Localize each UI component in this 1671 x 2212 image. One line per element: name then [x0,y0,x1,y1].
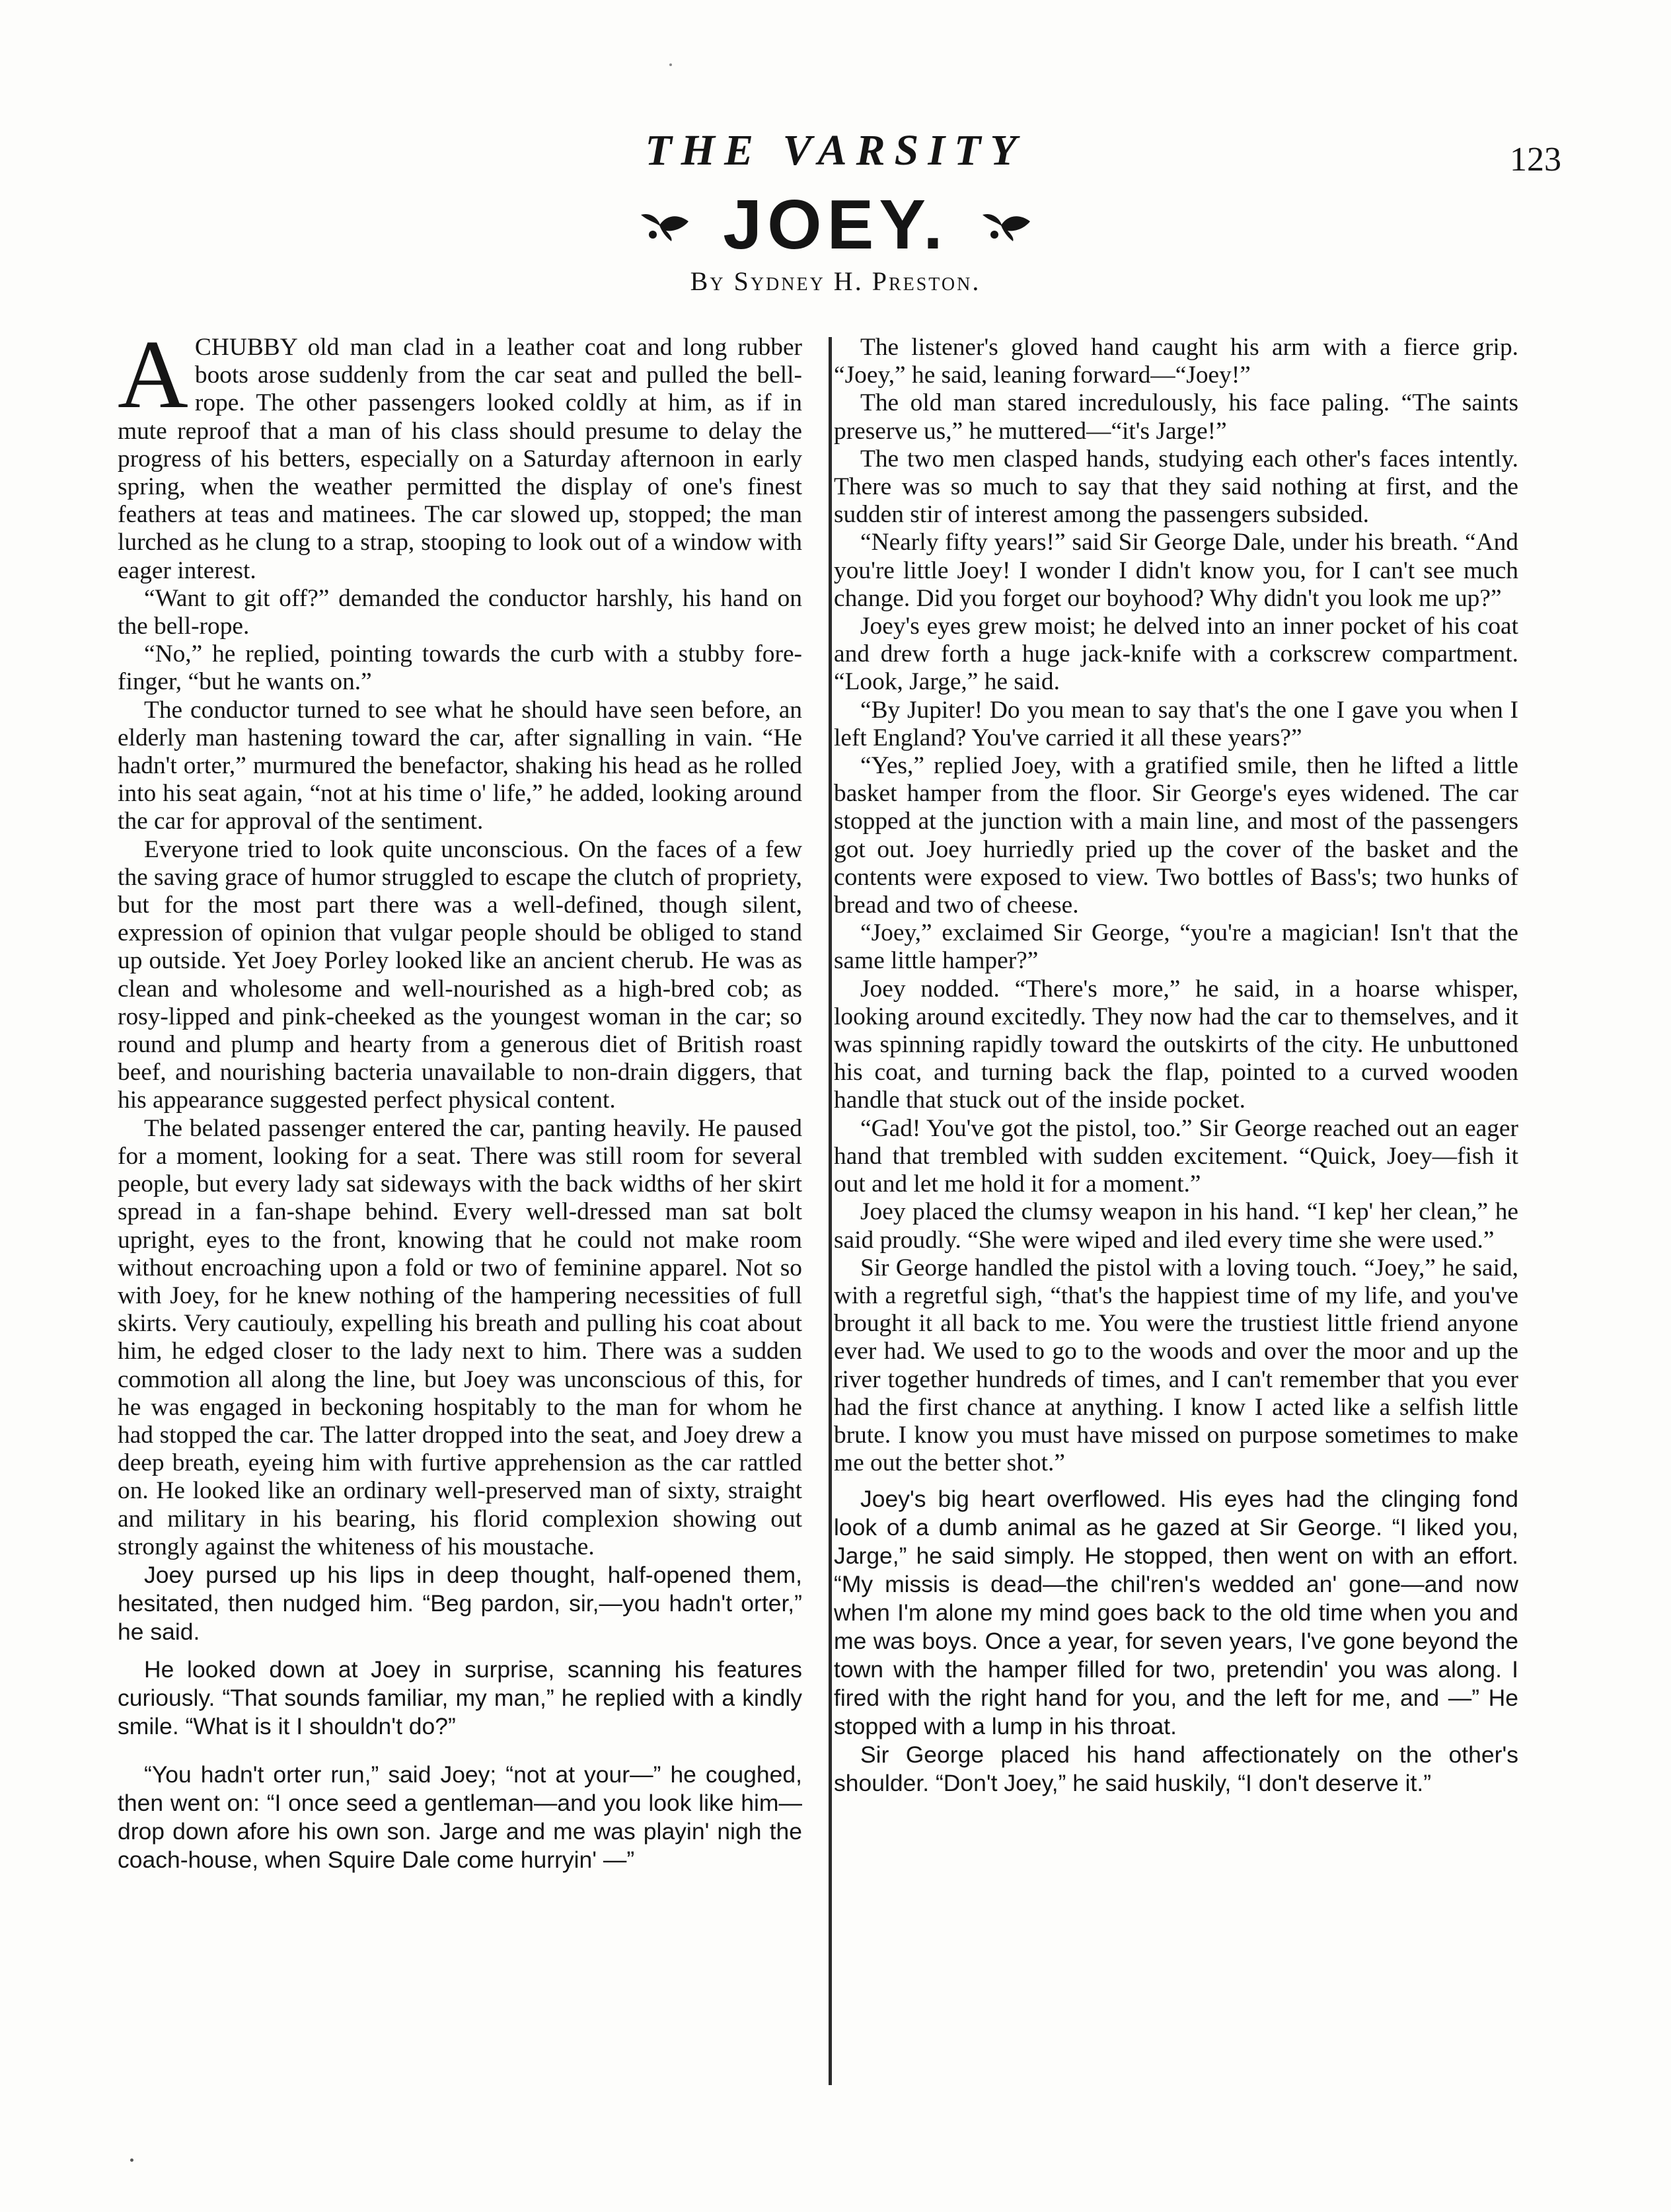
paragraph: Everyone tried to look quite unconscious. On the faces of a few the saving grace of humor struggled to escape the clutch of propriety, but for the most part there was a well-defined, though silent, expression of opinion that vulgar people should be obliged to stand up outside. Yet Joey Porley looked like an ancient cherub. He was as clean and wholesome and well-nourished as a high-bred cob; as rosy-lipped and pink-cheeked as the youngest woman in the car; so round and plump and hearty from a generous diet of British roast beef, and nourishing bacteria unavailable to non-drain diggers, that his appearance suggested perfect physical content. [118,835,802,1114]
paragraph: “Gad! You've got the pistol, too.” Sir George reached out an eager hand that trembled with sudden excitement. “Quick, Joey—fish it out and let me hold it for a moment.” [834,1114,1518,1198]
paragraph: The conductor turned to see what he should have seen before, an elderly man hastening toward the car, after signalling in vain. “He hadn't orter,” murmured the benefactor, shaking his head as he rolled into his seat again, “not at his time o' life,” he added, looking around the car for approval of the sentiment. [118,696,802,835]
paragraph: Sir George handled the pistol with a loving touch. “Joey,” he said, with a regretful sigh, “that's the happiest time of my life, and you've brought it all back to me. You were the trustiest little friend anyone ever had. We used to go to the woods and over the moor and up the river together hundreds of times, and I can't remember that you ever had the first chance at anything. I know I acted like a selfish little brute. I know you must have missed on purpose sometimes to make me out the better shot.” [834,1254,1518,1477]
column-divider [829,337,832,2085]
paragraph: Joey's eyes grew moist; he delved into an inner pocket of his coat and drew forth a huge jack-knife with a corkscrew compartment. “Look, Jarge,” he said. [834,613,1518,696]
left-column [118,334,802,2105]
paragraph: Joey's big heart overflowed. His eyes had the clinging fond look of a dumb animal as he gazed at Sir George. “I liked you, Jarge,” he said simply. He stopped, then went on with an effort. “My missis is dead—the chil'ren's wedded an' gone—and now when I'm alone my mind goes back to the old time when you and me was boys. Once a year, for seven years, I've gone beyond the town with the hamper filled for two, pretendin' you was along. I fired with the right hand for you, and the left for me, and —” He stopped with a lump in his throat. [834,1486,1518,1740]
masthead: THE VARSITY [645,126,1026,174]
ivy-leaf-ornament-icon [979,208,1034,243]
byline: By Sydney H. Preston. [690,266,981,296]
paragraph: Joey pursed up his lips in deep thought, half-opened them, hesitated, then nudged him. “Beg pardon, sir,—you hadn't orter,” he said. [118,1561,802,1645]
paragraph: He looked down at Joey in surprise, scanning his features curiously. “That sounds familiar, my man,” he replied with a kindly smile. “What is it I shouldn't do?” [118,1656,802,1739]
paragraph: “You hadn't orter run,” said Joey; “not at your—” he coughed, then went on: “I once seed a gentleman—and you look like him—drop down afore his own son. Jarge and me was playin' nigh the coach-house, when Squire Dale come hurryin' —” [118,1761,802,1873]
paragraph: Joey nodded. “There's more,” he said, in a hoarse whisper, looking around excitedly. They now had the car to themselves, and it was spinning rapidly toward the outskirts of the city. He unbuttoned his coat, and turning back the flap, pointed to a curved wooden handle that stuck out of the inside pocket. [834,975,1518,1114]
article-title: JOEY. [723,186,948,264]
page-number: 123 [1510,141,1561,178]
paragraph: “Nearly fifty years!” said Sir George Dale, under his breath. “And you're little Joey! I wonder I didn't know you, for I can't see much change. Did you forget our boyhood? Why didn't you look me up?” [834,529,1518,612]
paragraph: “Yes,” replied Joey, with a gratified smile, then he lifted a little basket hamper from the floor. Sir George's eyes widened. The car stopped at the junction with a main line, and most of the passengers got out. Joey hurriedly pried up the cover of the basket and the contents were exposed to view. Two bottles of Bass's; two hunks of bread and two of cheese. [834,752,1518,919]
right-column [834,334,1518,2105]
paragraph: Joey placed the clumsy weapon in his hand. “I kep' her clean,” he said proudly. “She were wiped and iled every time she were used.” [834,1198,1518,1254]
paragraph: “Want to git off?” demanded the conductor harshly, his hand on the bell-rope. [118,584,802,640]
page-speck [130,2158,133,2162]
paragraph: Sir George placed his hand affectionately on the other's shoulder. “Don't Joey,” he said huskily, “I don't deserve it.” [834,1741,1518,1797]
paragraph: “No,” he replied, pointing towards the curb with a stubby fore-finger, “but he wants on.” [118,640,802,696]
page-speck [669,63,672,66]
ivy-leaf-ornament-icon [637,208,692,243]
paragraph: “Joey,” exclaimed Sir George, “you're a magician! Isn't that the same little hamper?” [834,919,1518,975]
paragraph: The belated passenger entered the car, panting heavily. He paused for a moment, looking for a seat. There was still room for several people, but every lady sat sideways with the back widths of her skirt spread in a fan-shape behind. Every well-dressed man sat bolt upright, eyes to the front, knowing that he could not make room without encroaching upon a fold or two of feminine apparel. Not so with Joey, for he knew nothing of the hampering necessities of full skirts. Very cautiouly, expelling his breath and pulling his coat about him, he edged closer to the lady next to him. There was a sudden commotion all along the line, but Joey was unconscious of this, for he was engaged in beckoning hospitably to the man for whom he had stopped the car. The latter dropped into the seat, and Joey drew a deep breath, eyeing him with furtive apprehension as the car rattled on. He looked like an ordinary well-preserved man of sixty, straight and military in his bearing, his florid complexion showing out strongly against the whiteness of his moustache. [118,1114,802,1560]
paragraph: ACHUBBY old man clad in a leather coat and long rubber boots arose suddenly from the car seat and pulled the bell-rope. The other passengers looked coldly at him, as if in mute reproof that a man of his class should presume to delay the progress of his betters, especially on a Saturday afternoon in early spring, when the weather permitted the display of one's finest feathers at teas and matinees. The car slowed up, stopped; the man lurched as he clung to a strap, stooping to look out of a window with eager interest. [118,334,802,584]
paragraph: “By Jupiter! Do you mean to say that's the one I gave you when I left England? You've carried it all these years?” [834,696,1518,751]
title-row [0,185,1671,265]
paragraph: The two men clasped hands, studying each other's faces intently. There was so much to say that they said nothing at first, and the sudden stir of interest among the passengers subsided. [834,445,1518,529]
paragraph: The old man stared incredulously, his face paling. “The saints preserve us,” he muttered—“it's Jarge!” [834,389,1518,445]
paragraph: The listener's gloved hand caught his arm with a fierce grip. “Joey,” he said, leaning forward—“Joey!” [834,334,1518,389]
